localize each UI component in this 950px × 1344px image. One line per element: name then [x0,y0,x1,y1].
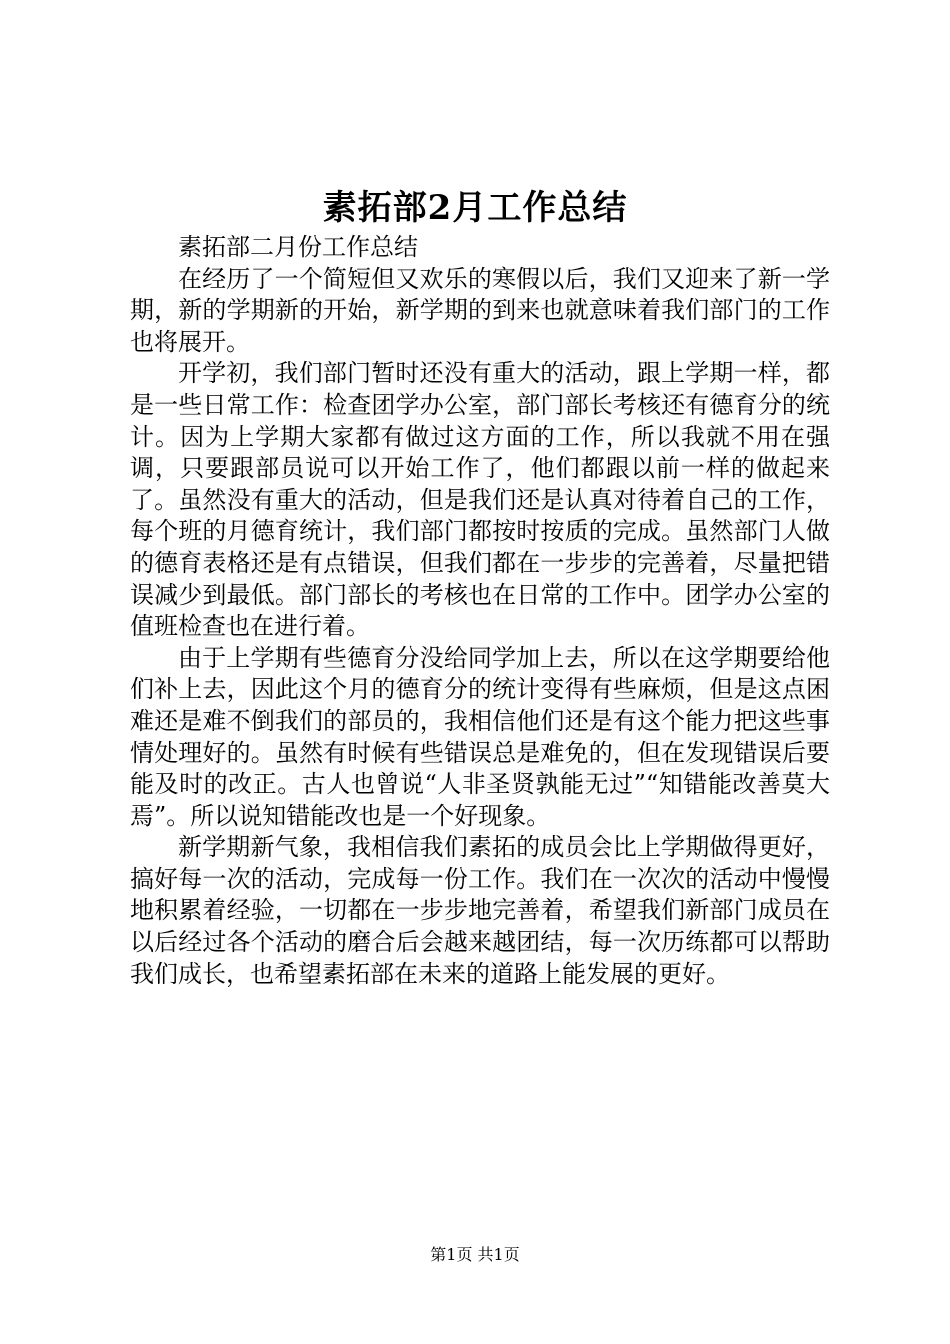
page-footer: 第1页 共1页 [430,1245,520,1264]
document-title: 素拓部2月工作总结 [322,188,628,228]
document-body [130,232,830,990]
paragraph-outlook: 新学期新气象，我相信我们素拓的成员会比上学期做得更好，搞好每一次的活动，完成每一份工作。我们在一次次的活动中慢慢地积累着经验，一切都在一步步地完善着，希望我们新部门成员在以后经过各个活动的磨合后会越来越团结，每一次历练都可以帮助我们成长，也希望素拓部在未来的道路上能发展的更好。 [130,833,830,988]
paragraph-subtitle: 素拓部二月份工作总结 [178,233,418,261]
paragraph-moral-score: 由于上学期有些德育分没给同学加上去，所以在这学期要给他们补上去，因此这个月的德育分的统计变得有些麻烦，但是这点困难还是难不倒我们的部员的，我相信他们还是有这个能力把这些事情处理好的。虽然有时候有些错误总是难免的，但在发现错误后要能及时的改正。古人也曾说“人非圣贤孰能无过”“知错能改善莫大焉”。所以说知错能改也是一个好现象。 [130,643,830,830]
paragraph-intro: 在经历了一个简短但又欢乐的寒假以后，我们又迎来了新一学期，新的学期新的开始，新学期的到来也就意味着我们部门的工作也将展开。 [130,264,830,356]
paragraph-daily-work: 开学初，我们部门暂时还没有重大的活动，跟上学期一样，都是一些日常工作：检查团学办公室，部门部长考核还有德育分的统计。因为上学期大家都有做过这方面的工作，所以我就不用在强调，只要跟部员说可以开始工作了，他们都跟以前一样的做起来了。虽然没有重大的活动，但是我们还是认真对待着自己的工作，每个班的月德育统计，我们部门都按时按质的完成。虽然部门人做的德育表格还是有点错误，但我们都在一步步的完善着，尽量把错误减少到最低。部门部长的考核也在日常的工作中。团学办公室的值班检查也在进行着。 [130,359,830,641]
